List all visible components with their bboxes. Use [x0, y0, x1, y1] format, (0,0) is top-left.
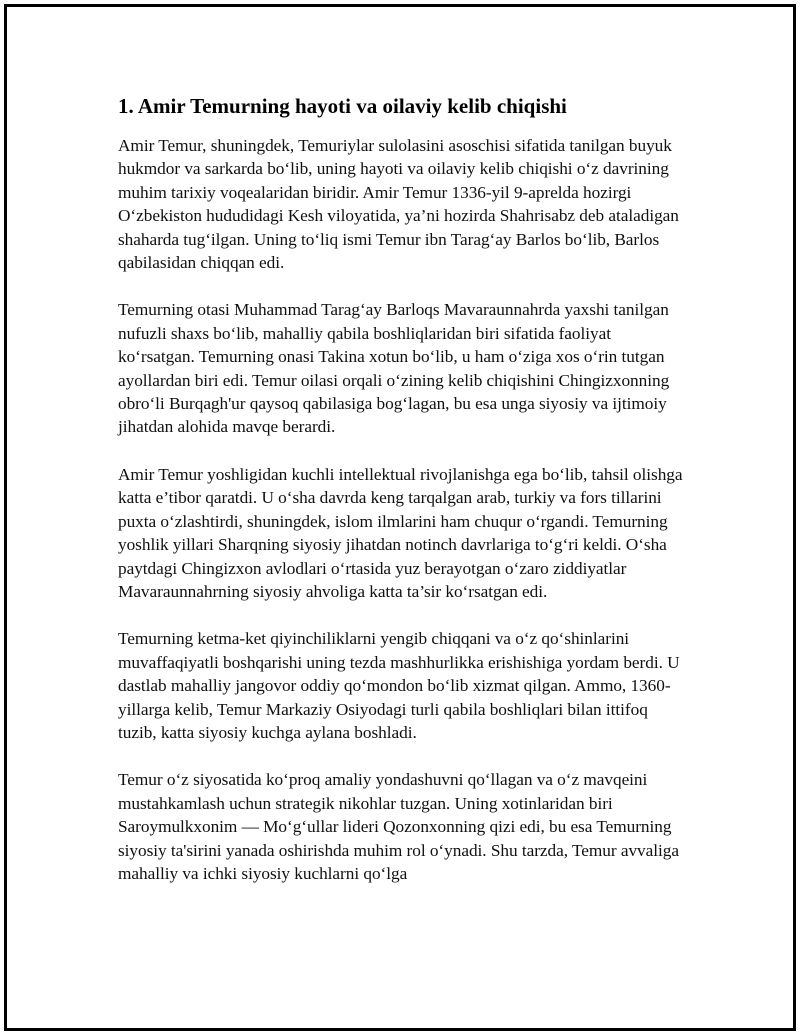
paragraph-3: Amir Temur yoshligidan kuchli intellektual rivojlanishga ega bo‘lib, tahsil olishga katta e’tibor qaratdi. U o‘sha davrda keng tarqalgan arab, turkiy va fors tillarini puxta o‘zlashtirdi, shuningdek, islom ilmlarini ham chuqur o‘rgandi. Temurning yoshlik yillari Sharqning siyosiy jihatdan notinch davrlariga to‘g‘ri keldi. O‘sha paytdagi Chingizxon avlodlari o‘rtasida yuz berayotgan o‘zaro ziddiyatlar Mavaraunnahrning siyosiy ahvoliga katta ta’sir ko‘rsatgan edi.: [118, 464, 683, 601]
document-body: [118, 92, 690, 909]
paragraph-4: Temurning ketma-ket qiyinchiliklarni yengib chiqqani va o‘z qo‘shinlarini muvaffaqiyatli boshqarishi uning tezda mashhurlikka erishishiga yordam berdi. U dastlab mahalliy jangovor oddiy qo‘mondon bo‘lib xizmat qilgan. Ammo, 1360-yillarga kelib, Temur Markaziy Osiyodagi turli qabila boshliqlari bilan ittifoq tuzib, katta siyosiy kuchga aylana boshladi.: [118, 629, 680, 742]
paragraph-5: Temur o‘z siyosatida ko‘proq amaliy yondashuvni qo‘llagan va o‘z mavqeini mustahkamlash uchun strategik nikohlar tuzgan. Uning xotinlaridan biri Saroymulkxonim — Mo‘g‘ullar lideri Qozonxonning qizi edi, bu esa Temurning siyosiy ta'sirini yanada oshirishda muhim rol o‘ynadi. Shu tarzda, Temur avvaliga mahalliy va ichki siyosiy kuchlarni qo‘lga: [118, 770, 679, 883]
paragraph-2: Temurning otasi Muhammad Tarag‘ay Barloqs Mavaraunnahrda yaxshi tanilgan nufuzli shaxs bo‘lib, mahalliy qabila boshliqlaridan biri sifatida faoliyat ko‘rsatgan. Temurning onasi Takina xotun bo‘lib, u ham o‘ziga xos o‘rin tutgan ayollardan biri edi. Temur oilasi orqali o‘zining kelib chiqishini Chingizxonning obro‘li Burqagh'ur qaysoq qabilasiga bog‘lagan, bu esa unga siyosiy va ijtimoiy jihatdan alohida mavqe berardi.: [118, 300, 670, 437]
paragraph-1: Amir Temur, shuningdek, Temuriylar sulolasini asoschisi sifatida tanilgan buyuk hukmdor va sarkarda bo‘lib, uning hayoti va oilaviy kelib chiqishi o‘z davrining muhim tarixiy voqealaridan biridir. Amir Temur 1336-yil 9-aprelda hozirgi O‘zbekiston hududidagi Kesh viloyatida, ya’ni hozirda Shahrisabz deb ataladigan shaharda tug‘ilgan. Uning to‘liq ismi Temur ibn Tarag‘ay Barlos bo‘lib, Barlos qabilasidan chiqqan edi.: [118, 136, 679, 273]
section-heading: 1. Amir Temurning hayoti va oilaviy kelib chiqishi: [118, 94, 567, 118]
